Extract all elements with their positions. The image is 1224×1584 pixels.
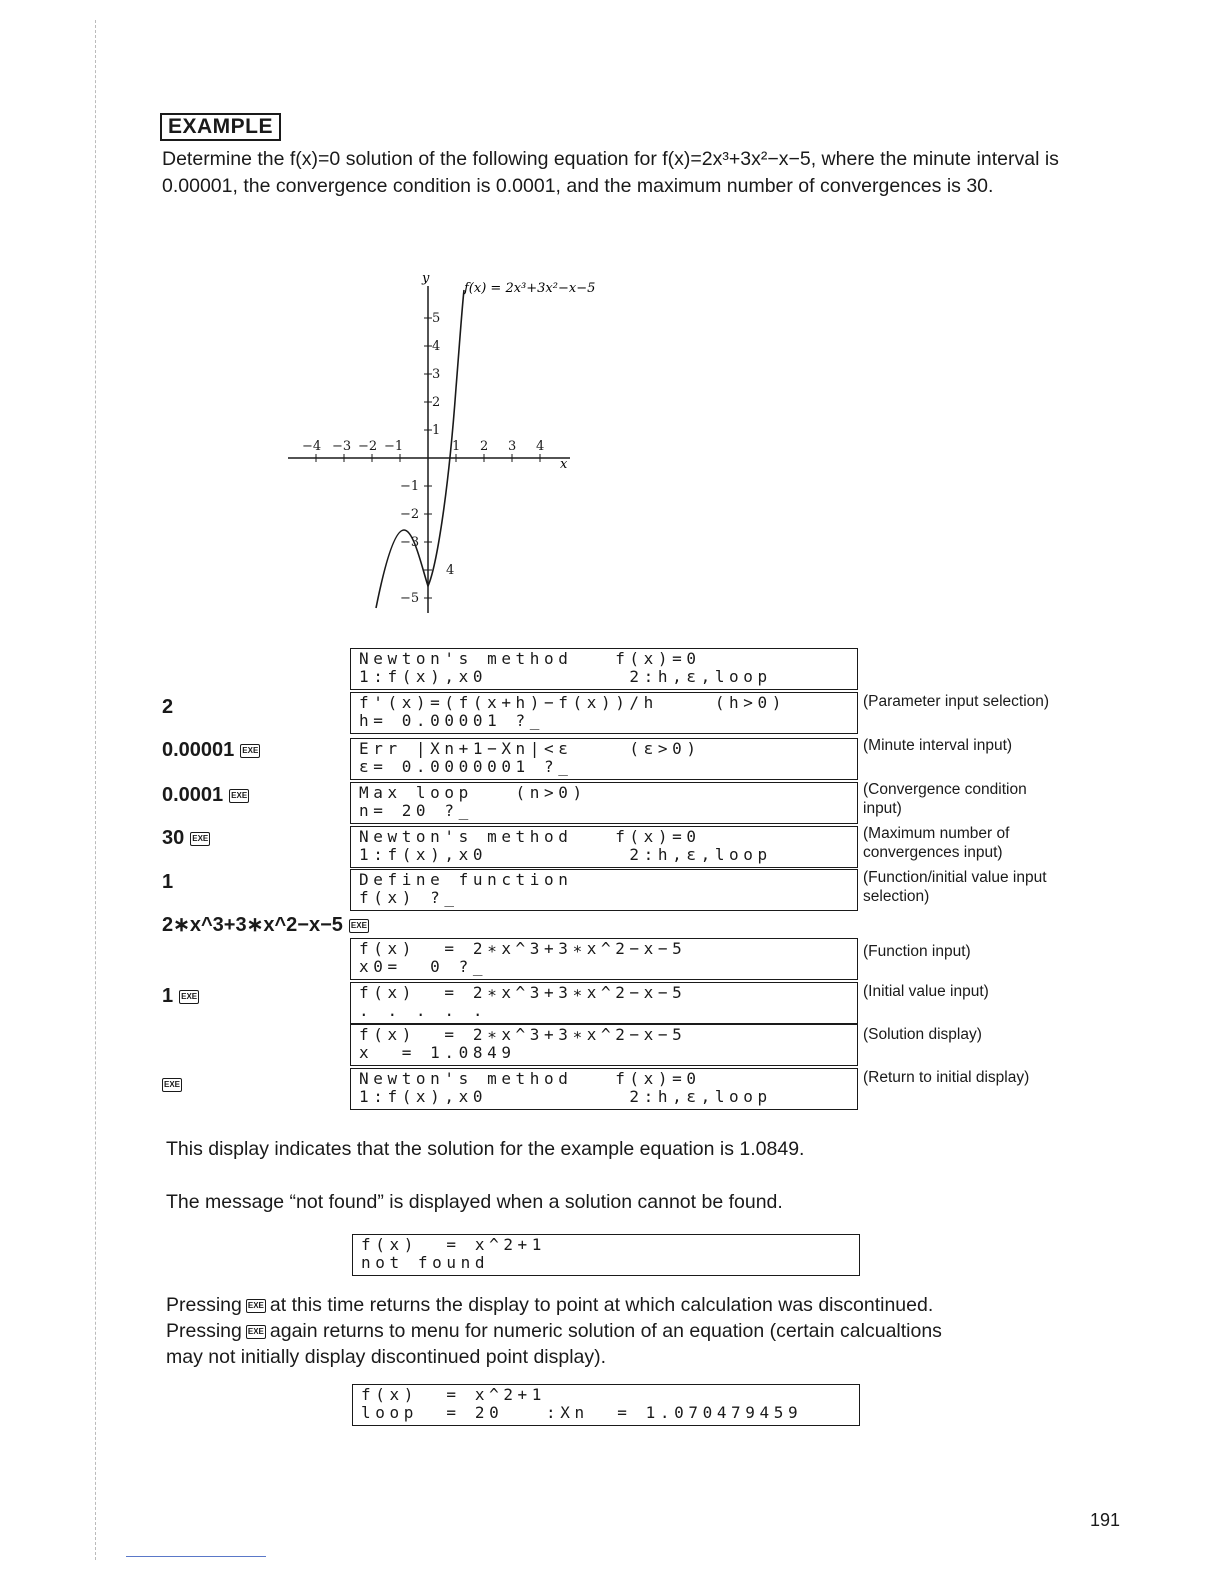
exe-key-icon: EXE [349, 919, 369, 933]
calculator-display: Newton's method f(x)=0 1:f(x),x0 2:h,ε,loop [350, 1068, 858, 1110]
y-tick-label: −1 [400, 479, 420, 494]
y-tick-label: −2 [400, 507, 420, 522]
key-input: 2 [162, 696, 174, 718]
y-tick-label: 3 [432, 367, 441, 382]
key-input: 30 EXE [162, 827, 209, 849]
calculator-display: f'(x)=(f(x+h)−f(x))/h (h>0) h= 0.00001 ?_ [350, 692, 858, 734]
x-tick-label: 2 [480, 439, 489, 454]
y-tick-label: −5 [400, 591, 420, 606]
y-tick-label: 1 [432, 423, 441, 438]
function-label: f(x) = 2x³+3x²−x−5 [464, 281, 596, 296]
calculator-display: Newton's method f(x)=0 1:f(x),x0 2:h,ε,loop [350, 826, 858, 868]
function-graph [280, 268, 660, 618]
annotation-note: (Convergence condition input) [863, 781, 1027, 817]
x-tick-label: 4 [536, 439, 545, 454]
calculator-display: Define function f(x) ?_ [350, 869, 858, 911]
y-tick-label: 5 [432, 311, 441, 326]
exe-key-icon: EXE [229, 789, 249, 803]
calculator-display: f(x) = 2∗x^3+3∗x^2−x−5 . . . . . [350, 982, 858, 1024]
key-input: 1 [162, 871, 174, 893]
annotation-note: (Return to initial display) [863, 1069, 1030, 1086]
exe-key-icon: EXE [246, 1325, 266, 1339]
pressing-line-3: may not initially display discontinued point display). [166, 1346, 607, 1368]
calculator-display: f(x) = 2∗x^3+3∗x^2−x−5 x = 1.0849 [350, 1024, 858, 1066]
annotation-note: (Function/initial value input selection) [863, 869, 1047, 905]
annotation-note: (Function input) [863, 943, 971, 960]
x-axis-label: x [560, 457, 568, 472]
y-tick-label: −3 [400, 535, 420, 550]
annotation-note: (Maximum number of convergences input) [863, 825, 1010, 861]
exe-key-icon: EXE [240, 744, 260, 758]
y-axis-label: y [422, 271, 430, 286]
pressing-line-1: Pressing EXE at this time returns the display to point at which calculation was discontinued. [166, 1294, 934, 1316]
annotation-note: (Parameter input selection) [863, 693, 1050, 710]
exe-key-icon: EXE [190, 832, 210, 846]
calculator-display: Max loop (n>0) n= 20 ?_ [350, 782, 858, 824]
calculator-display-loop: f(x) = x^2+1 loop = 20 :Xn = 1.070479459 [352, 1384, 860, 1426]
key-input: 0.0001 EXE [162, 784, 248, 806]
y-tick-label: 4 [432, 339, 441, 354]
x-tick-label: −2 [358, 439, 378, 454]
not-found-paragraph: The message “not found” is displayed when a solution cannot be found. [166, 1191, 783, 1213]
footer-rule [126, 1556, 266, 1557]
result-paragraph: This display indicates that the solution for the example equation is 1.0849. [166, 1138, 805, 1160]
y-tick-label: 2 [432, 395, 441, 410]
example-heading: EXAMPLE [160, 113, 281, 141]
page-number: 191 [1089, 1510, 1120, 1530]
exe-key-icon: EXE [246, 1299, 266, 1313]
exe-key-icon: EXE [162, 1078, 182, 1092]
calculator-display: Newton's method f(x)=0 1:f(x),x0 2:h,ε,loop [350, 648, 858, 690]
annotation-note: (Solution display) [863, 1026, 982, 1043]
calculator-display-not-found: f(x) = x^2+1 not found [352, 1234, 860, 1276]
exe-key-icon: EXE [179, 990, 199, 1004]
key-input: 0.00001 EXE [162, 739, 259, 761]
intro-paragraph: Determine the f(x)=0 solution of the following equation for f(x)=2x³+3x²−x−5, where the minute interval is 0.00001, the convergence condition is 0.0001, and the maximum number of convergences is 30. [162, 148, 1059, 197]
calculator-display: Err |Xn+1−Xn|<ε (ε>0) ε= 0.0000001 ?_ [350, 738, 858, 780]
x-tick-label: −1 [384, 439, 404, 454]
x-tick-label: 1 [452, 439, 461, 454]
x-tick-label: −4 [302, 439, 322, 454]
x-tick-label: 3 [508, 439, 517, 454]
key-input: 1 EXE [162, 985, 198, 1007]
margin-guide [95, 20, 96, 1560]
key-input: 2∗x^3+3∗x^2−x−5 EXE [162, 914, 367, 936]
annotation-note: (Initial value input) [863, 983, 989, 1000]
annotation-note: (Minute interval input) [863, 737, 1013, 754]
key-input [162, 1072, 182, 1096]
pressing-line-2: Pressing EXE again returns to menu for numeric solution of an equation (certain calcualtions [166, 1320, 942, 1342]
calculator-display: f(x) = 2∗x^3+3∗x^2−x−5 x0= 0 ?_ [350, 938, 858, 980]
y-tick-label: 4 [446, 563, 455, 578]
x-tick-label: −3 [332, 439, 352, 454]
